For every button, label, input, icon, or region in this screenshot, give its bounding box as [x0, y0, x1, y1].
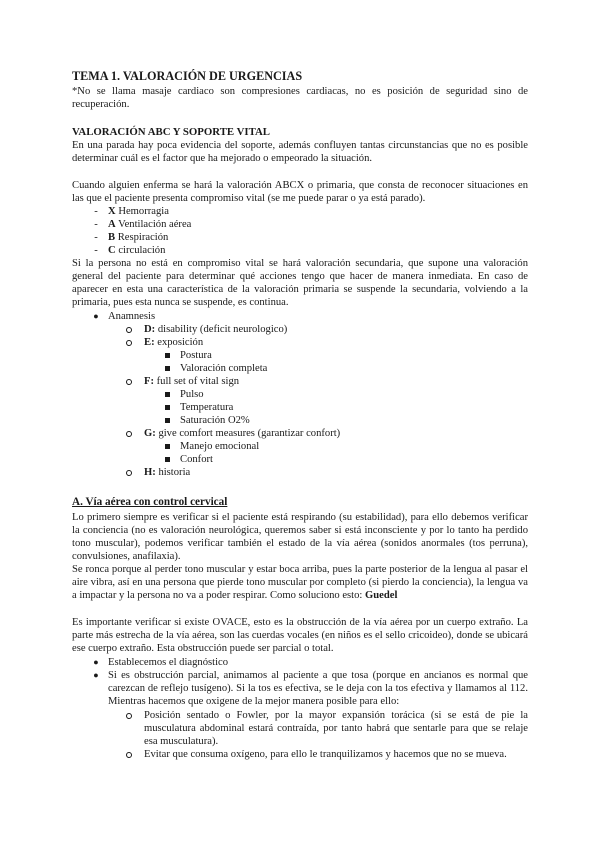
paragraph-ovace: Es importante verificar si existe OVACE, esto es la obstrucción de la vía aérea por un cuerpo extraño. La parte más estrecha de la vía aérea, son las cuerdas vocales (en niños es el sello cricoideo), donde se ubicará ese cuerpo extraño. Esta obstrucción puede ser parcial o total.	[72, 617, 528, 654]
section-heading-abc: VALORACIÓN ABC Y SOPORTE VITAL	[72, 126, 271, 138]
paragraph-secundaria: Si la persona no está en compromiso vital se hará valoración secundaria, que supone una valoración general del paciente para determinar qué acciones tengo que hacer de manera inmediata. En caso de aparecer en esta una característica de la valoración primaria se suspende la secundaria, volviendo a la primaria, pues esta nunca se suspende, es continua.	[72, 258, 528, 308]
paragraph-parada: En una parada hay poca evidencia del soporte, además confluyen tantas circunstancias que no es posible determinar cuál es el factor que ha mejorado o empeorado la situación.	[72, 140, 528, 164]
document-page: TEMA 1. VALORACIÓN DE URGENCIAS *No se llama masaje cardiaco son compresiones cardiacas, no es posición de seguridad sino de recuperación. VALORACIÓN ABC Y SOPORTE VITAL En una parada hay poca evidencia del soporte, además confluyen tantas circunstancias que no es posible determinar cuál es el factor que ha mejorado o empeorado la situación. Cuando alguien enferma se hará la valoración ABCX o primaria, que consta de reconocer situaciones en las que el paciente presenta compromiso vital (se me puede parar o ya está parado). - X Hemorragia - A Ventilación aérea - B Respiración - C circulación Si la persona no está en compromiso vital se hará valoración secundaria, que supone una valoración general del paciente para determinar qué acciones tengo que hacer de manera inmediata. En caso de aparecer en esta una característica de la valoración primaria se suspende la secundaria, volviendo a la primaria, pues esta nunca se suspende, es continua. ● Anamnesis D: disability (deficit neurologico) E: exposición Postura Valoración completa F: full set of vital sign Pulso Temperatura Saturación O2% G: give comfort measures (garantizar confort) Manejo emocional Confort H: historia A. Vía aérea con control cervical Lo primero siempre es verificar si el paciente está respirando (su estabilidad), para ello debemos verificar la conciencia (no es valoración neurológica, queremos saber si está inconsciente y por lo tanto ha perdido tono muscular), podemos verificar también el estado de la vía aérea (sonidos anormales (tos perruna), convulsiones, anafilaxia). Se ronca porque al perder tono muscular y estar boca arriba, pues la parte posterior de la lengua al pasar el aire vibra, así en una persona que pierde tono muscular por completo (si pierdo la conciencia), la lengua va a impactar y la persona no va a poder respirar. Como soluciono esto: Guedel Es importante verificar si existe OVACE, esto es la obstrucción de la vía aérea por un cuerpo extraño. La parte más estrecha de la vía aérea, son las cuerdas vocales (en niños es el sello cricoideo), donde se ubicará ese cuerpo extraño. Esta obstrucción puede ser parcial o total. ● Establecemos el diagnóstico ● Si es obstrucción parcial, animamos al paciente a que tosa (porque en ancianos es normal que carezcan de reflejo tusígeno). Si la tos es efectiva, se le deja con la tos efectiva y llamamos al 112. Mientras hacemos que oxigene de la mejor manera posible para ello: Posición sentado o Fowler, por la mayor expansión torácica (si se está de pie la musculatura abdominal estará contraída, por tanto habrá que sentarle para que se relaje esa musculatura). Evitar que consuma oxígeno, para ello le tranquilizamos y hacemos que no se mueva.	[72, 69, 528, 760]
guedel-term: Guedel	[365, 590, 398, 601]
paragraph-ronca: Se ronca porque al perder tono muscular y estar boca arriba, pues la parte posterior de la lengua al pasar el aire vibra, así en una persona que pierde tono muscular por completo (si pierdo la conciencia), la lengua va a impactar y la persona no va a poder respirar. Como soluciono esto: Guedel	[72, 564, 528, 601]
list-item: ● Si es obstrucción parcial, animamos al paciente a que tosa (porque en ancianos es normal que carezcan de reflejo tusígeno). Si la tos es efectiva, se le deja con la tos efectiva y llamamos al 112. Mientras hacemos que oxigene de la mejor manera posible para ello:	[93, 670, 528, 707]
page-title: TEMA 1. VALORACIÓN DE URGENCIAS	[72, 69, 303, 83]
list-item: Posición sentado o Fowler, por la mayor expansión torácica (si se está de pie la musculatura abdominal estará contraída, por tanto habrá que sentarle para que se relaje esa musculatura).	[126, 709, 528, 748]
paragraph-verificar: Lo primero siempre es verificar si el paciente está respirando (su estabilidad), para ello debemos verificar la conciencia (no es valoración neurológica, queremos saber si está inconsciente y por lo tanto ha perdido tono muscular), podemos verificar también el estado de la vía aérea (sonidos anormales (tos perruna), convulsiones, anafilaxia).	[72, 512, 528, 562]
section-heading-via-aerea: A. Vía aérea con control cervical	[72, 496, 228, 508]
paragraph-abcx: Cuando alguien enferma se hará la valoración ABCX o primaria, que consta de reconocer situaciones en las que el paciente presenta compromiso vital (se me puede parar o ya está parado).	[72, 180, 528, 204]
intro-note: *No se llama masaje cardiaco son compresiones cardiacas, no es posición de seguridad sino de recuperación.	[72, 86, 528, 110]
